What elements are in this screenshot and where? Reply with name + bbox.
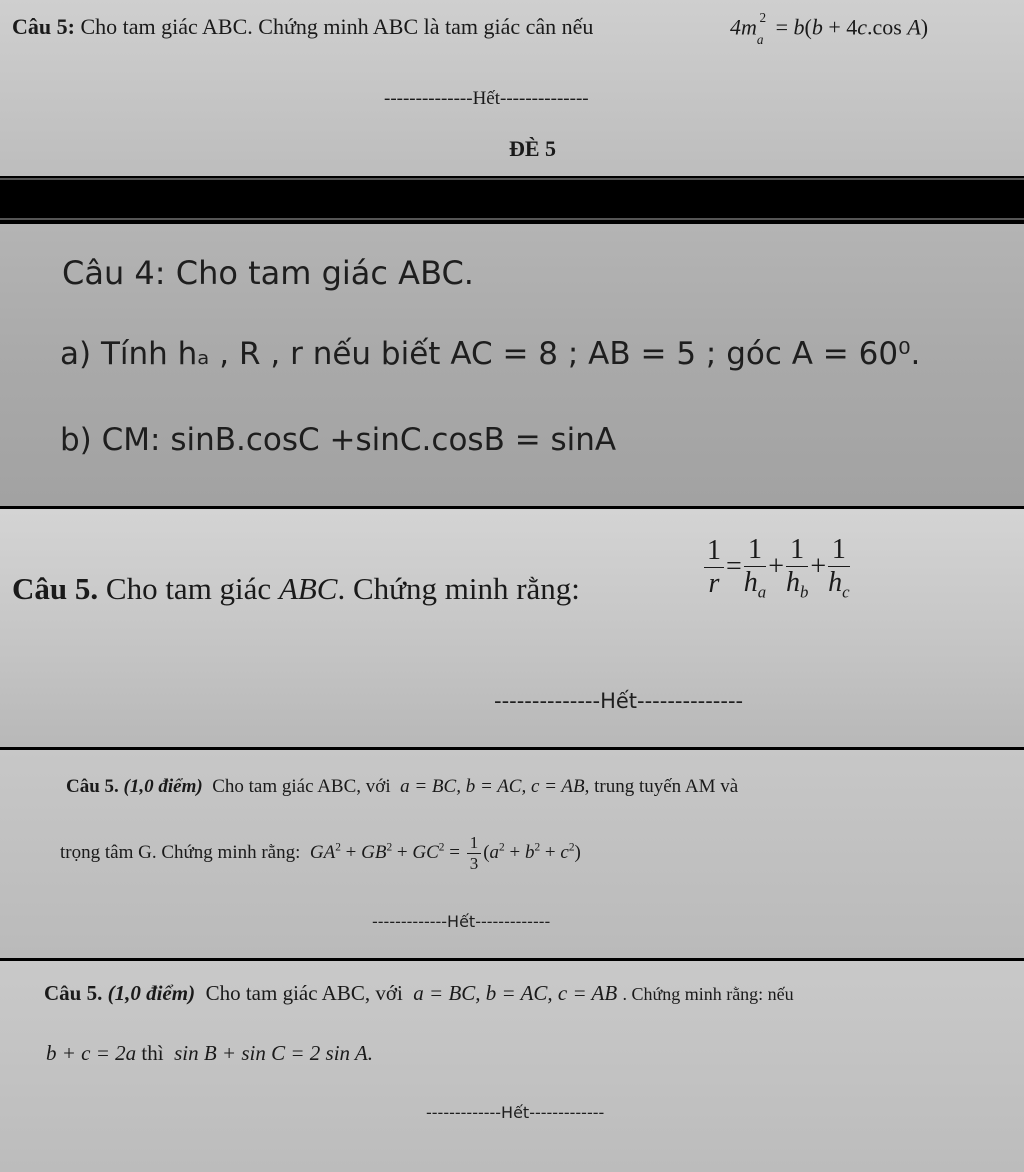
problem-line-2 [46,1041,373,1066]
exam-strip-5 [0,961,1024,1172]
problem-line-1 [66,776,738,798]
part-a-given: AC = 8 ; AB = 5 ; góc A = 60⁰. [450,336,921,372]
problem-text: Cho tam giác ABC, với [212,776,391,797]
exam-strip-4 [0,750,1024,958]
problem-text: trọng tâm G. Chứng minh rằng: [60,841,301,863]
part-b-text: CM: sinB.cosC +sinC.cosB = sinA [101,422,617,458]
problem-title [62,254,474,292]
exam-strip-3 [0,509,1024,747]
problem-line-2 [60,834,581,873]
problem-label: Câu 5. [66,776,119,797]
problem-formula: $4m_a^2 = b(b + 4c.\cos$ A) [730,10,929,47]
problem-formula: $GA^2 + GB^2 + GC^2$ = $\frac{1}{3}$ $(a^2 + b^2 + c^2)$ [309,833,581,873]
problem-text: Cho tam giác ABC. Chứng minh ABC là tam giác cân nếu [80,14,594,39]
end-marker: -------------Hết------------- [426,1103,605,1122]
part-b [60,422,616,458]
problem-text: Cho tam giác ABC. Chứng minh rằng: [105,571,580,606]
problem-statement [12,571,580,607]
black-bar [0,178,1024,220]
exam-strip-2 [0,224,1024,506]
exam-strip-1 [0,0,1024,176]
exam-title: ĐÈ 5 [509,136,557,161]
end-marker: --------------Hết-------------- [384,88,589,109]
problem-formula: $\frac{1}{r}$ = $\frac{1}{h_a}$ + $\frac{1}{h_b}$ + $\frac{1}{h_c}$ [702,535,852,602]
problem-points: (1,0 điểm) [107,981,196,1005]
problem-tail: . Chứng minh rằng: nếu [622,984,794,1004]
part-a [60,336,920,372]
problem-text: thì [141,1041,164,1065]
problem-formula: a = BC, b = AC, c = AB [400,776,585,797]
problem-label: Câu 5. [44,981,103,1005]
problem-formula: a = BC, b = AC, c = AB [413,981,618,1005]
end-marker: -------------Hết------------- [372,912,551,931]
problem-text: Cho tam giác ABC. [175,254,474,292]
part-a-label: a) [60,336,92,372]
condition-formula: b + c = 2a [46,1041,137,1065]
part-b-label: b) [60,422,92,458]
problem-label: Câu 4: [62,254,166,292]
problem-label: Câu 5: [12,14,75,39]
problem-tail: , trung tuyến AM và [584,776,739,797]
problem-points: (1,0 điểm) [123,776,203,797]
problem-text: Cho tam giác ABC, với [205,981,403,1005]
problem-label: Câu 5. [12,571,99,606]
part-a-text: Tính hₐ , R , r nếu biết [100,336,441,372]
problem-statement [12,14,593,40]
problem-line-1 [44,981,794,1006]
end-marker: --------------Hết-------------- [494,689,744,713]
result-formula: sin B + sin C = 2 sin A. [174,1041,373,1065]
